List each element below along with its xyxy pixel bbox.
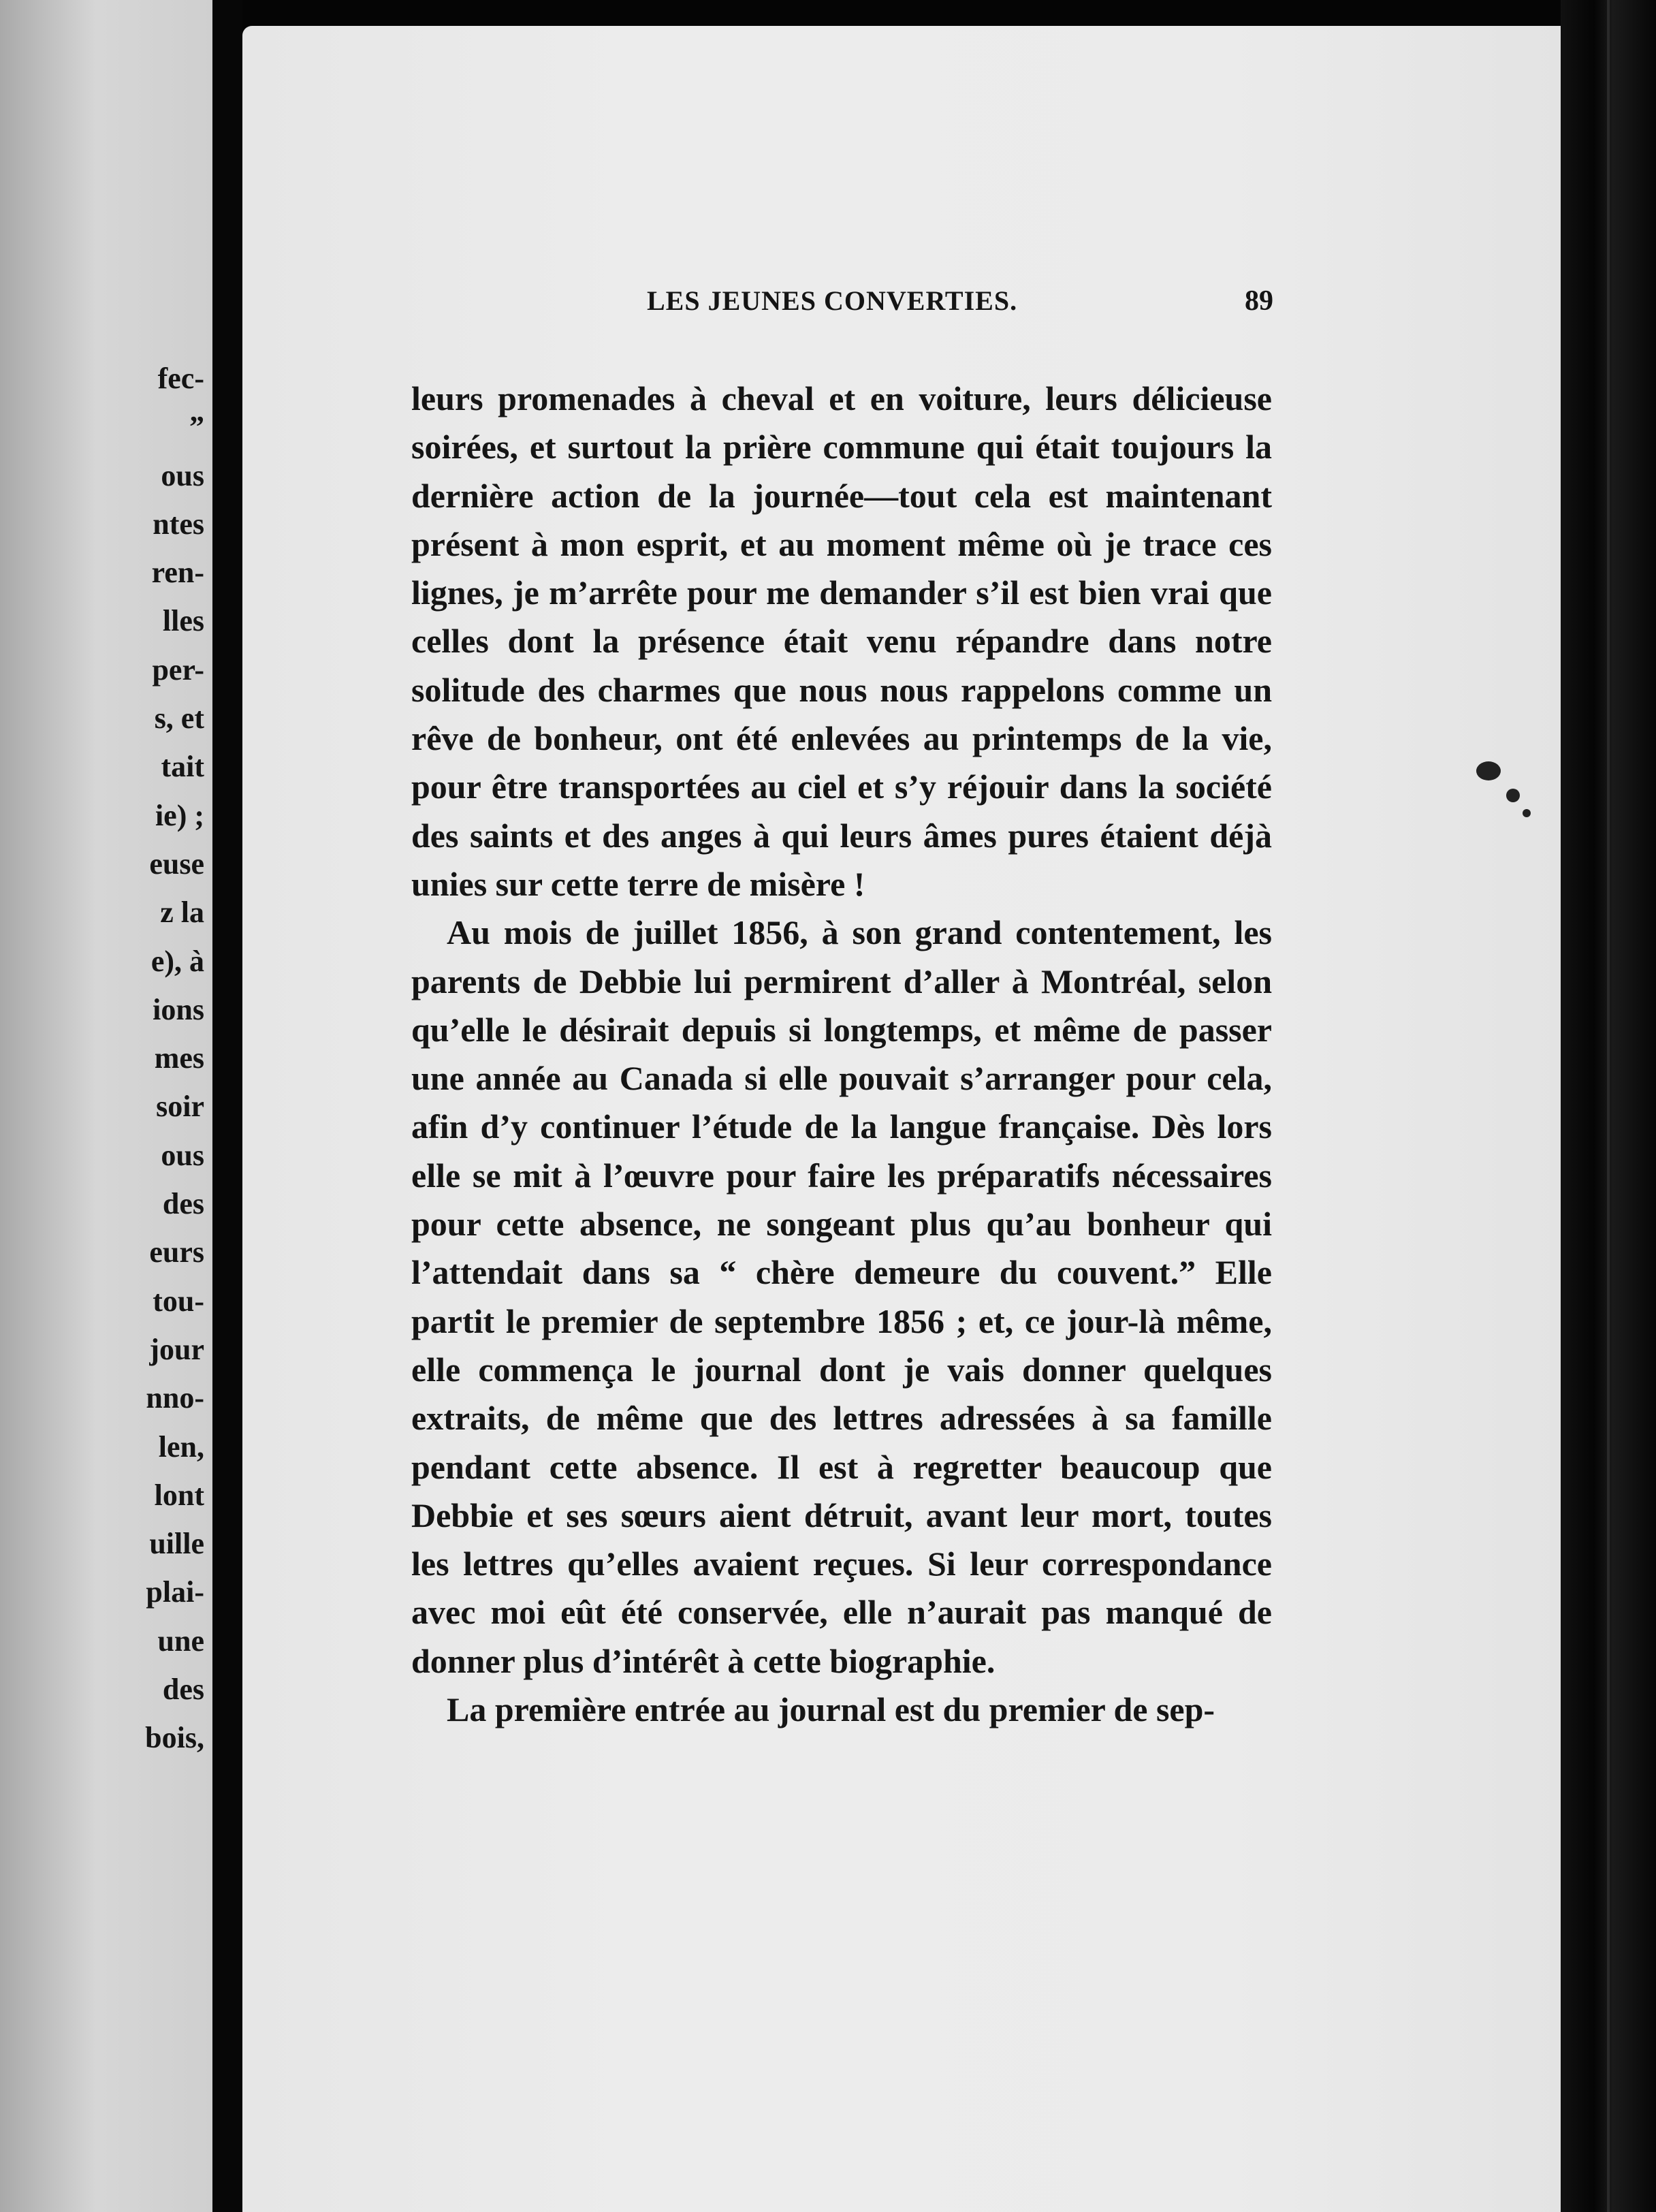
left-fragment: plai- bbox=[146, 1575, 204, 1609]
left-fragment: euse bbox=[149, 847, 204, 881]
left-fragment: jour bbox=[149, 1332, 204, 1366]
left-page-text-fragments bbox=[0, 354, 204, 1763]
left-fragment: ” bbox=[189, 410, 204, 444]
left-fragment: z la bbox=[160, 896, 204, 930]
left-fragment: ntes bbox=[153, 507, 204, 541]
running-head-title: LES JEUNES CONVERTIES. bbox=[647, 285, 1018, 316]
left-fragment: soir bbox=[156, 1090, 204, 1124]
left-fragment: lles bbox=[162, 604, 204, 638]
left-fragment: une bbox=[157, 1624, 204, 1658]
left-page-edge bbox=[0, 0, 212, 2212]
left-fragment: ie) ; bbox=[155, 798, 204, 832]
left-fragment: len, bbox=[158, 1429, 204, 1464]
ink-speck bbox=[1506, 789, 1520, 802]
left-fragment: ous bbox=[161, 1138, 204, 1172]
book-gutter bbox=[212, 0, 242, 2212]
left-fragment: s, et bbox=[154, 701, 204, 736]
page-number: 89 bbox=[1245, 285, 1273, 317]
left-fragment: bois, bbox=[145, 1721, 204, 1755]
left-fragment: fec- bbox=[157, 362, 204, 395]
left-fragment: eurs bbox=[149, 1235, 204, 1269]
left-fragment: tou- bbox=[153, 1284, 204, 1318]
left-fragment: ren- bbox=[151, 556, 204, 590]
paragraph: La première entrée au journal est du premier de sep- bbox=[447, 1690, 1215, 1729]
body-text bbox=[411, 375, 1272, 1734]
running-head bbox=[406, 279, 1280, 327]
ink-speck bbox=[1523, 809, 1531, 817]
ink-speck bbox=[1476, 761, 1501, 780]
left-fragment: ous bbox=[161, 458, 204, 492]
left-fragment: nno- bbox=[146, 1381, 204, 1415]
paragraph: Au mois de juillet 1856, à son grand contentement, les parents de Debbie lui permirent d’aller à Montréal, selon qu’elle le désirait depuis si longtemps, et même de passer une année au Canada si elle pouvait s’arranger pour cela, afin d’y continuer l’étude de la langue française. Dès lors elle se mit à l’œuvre pour faire les préparatifs nécessaires pour cette absence, ne songeant plus qu’au bonheur qui l’attendait dans sa “ chère demeure du couvent.” Elle partit le premier de septembre 1856 ; et, ce jour-là même, elle commença le journal dont je vais donner quelques extraits, de même que des lettres adressées à sa famille pendant cette absence. Il est à regretter beaucoup que Debbie et ses sœurs aient détruit, avant leur mort, toutes les lettres qu’elles avaient reçues. Si leur correspondance avec moi eût été conservée, elle n’aurait pas manqué de donner plus d’intérêt à cette biographie. bbox=[411, 913, 1272, 1680]
left-fragment: tait bbox=[161, 750, 204, 784]
left-fragment: per- bbox=[152, 652, 204, 686]
left-fragment: lont bbox=[154, 1478, 204, 1512]
left-fragment: ions bbox=[153, 992, 204, 1026]
right-book-edge-line bbox=[1607, 0, 1610, 2212]
left-fragment: des bbox=[162, 1673, 204, 1707]
left-fragment: uille bbox=[149, 1527, 204, 1561]
left-fragment: des bbox=[162, 1187, 204, 1221]
left-fragment: mes bbox=[154, 1041, 204, 1075]
left-fragment: e), à bbox=[150, 944, 204, 978]
paragraph: leurs promenades à cheval et en voiture, leurs délicieuse soirées, et surtout la prière commune qui était toujours la dernière action de la journée—tout cela est maintenant présent à mon esprit, et au moment même où je trace ces lignes, je m’arrête pour me demander s’il est bien vrai que celles dont la présence était venu répandre dans notre solitude des charmes que nous nous rappelons comme un rêve de bonheur, ont été enlevées au printemps de la vie, pour être transportées au ciel et s’y réjouir dans la société des saints et des anges à qui leurs âmes pures étaient déjà unies sur cette terre de misère ! bbox=[411, 379, 1272, 903]
